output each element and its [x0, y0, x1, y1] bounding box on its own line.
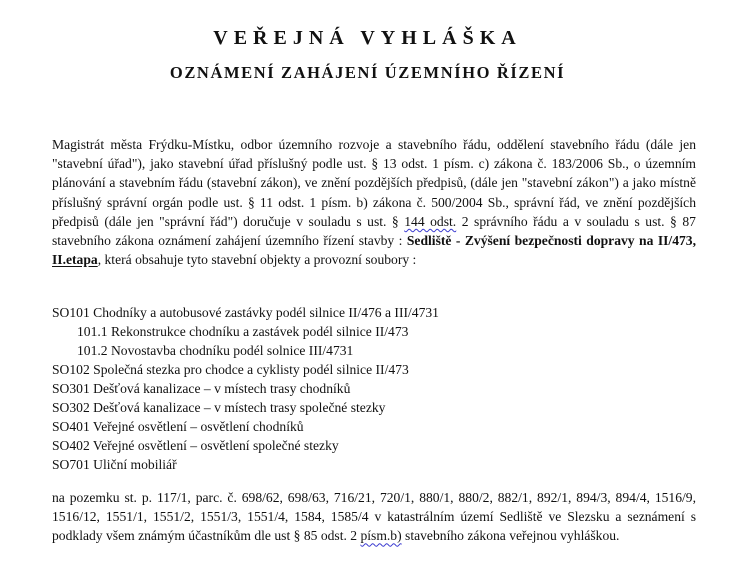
intro-text-2: 2 správního řádu a v souladu s ust. § 87 stavebního zákona oznámení zahájení územního řízení stavby : — [52, 213, 696, 249]
closing-text-1: na pozemku st. p. 117/1, parc. č. 698/62, 698/63, 716/21, 720/1, 880/1, 880/2, 882/1, 892/1, 894/3, 894/4, 1516/9, 1516/12, 1551/1, 1551/2, 1551/3, 1551/4, 1584, 1585/4 v katastrálním území Sedliště ve Slezsku a seznámení s podklady všem známým účastníkům dle ust § 85 odst. 2 — [52, 490, 696, 544]
intro-paragraph — [52, 135, 696, 269]
project-stage: II.etapa — [52, 252, 98, 268]
list-item: SO102 Společná stezka pro chodce a cyklisty podél silnice II/473 — [52, 362, 409, 377]
list-item: SO101 Chodníky a autobusové zastávky podél silnice II/476 a III/4731 — [52, 305, 439, 320]
intro-reference: 144 odst. — [404, 213, 457, 229]
list-item: SO401 Veřejné osvětlení – osvětlení chodníků — [52, 419, 304, 434]
document-subtitle: OZNÁMENÍ ZAHÁJENÍ ÚZEMNÍHO ŘÍZENÍ — [169, 63, 566, 82]
list-item: 101.1 Rekonstrukce chodníku a zastávek podél silnice II/473 — [77, 324, 409, 339]
list-item: SO402 Veřejné osvětlení – osvětlení společné stezky — [52, 438, 339, 453]
building-objects-list — [52, 303, 712, 474]
list-item: 101.2 Novostavba chodníku podél solnice III/4731 — [77, 343, 354, 358]
list-item: SO701 Uliční mobiliář — [52, 457, 177, 472]
list-item: SO302 Dešťová kanalizace – v místech trasy společné stezky — [52, 400, 386, 415]
closing-reference: písm.b) — [360, 528, 402, 544]
project-name: Sedliště - Zvýšení bezpečnosti dopravy na II/473, — [406, 233, 696, 249]
intro-text-1: Magistrát města Frýdku-Místku, odbor územního rozvoje a stavebního řádu, oddělení stavebního řádu (dále jen "stavební úřad"), jako stavební úřad příslušný podle ust. § 13 odst. 1 písm. c) zákona č. 183/2006 Sb., o územním plánování a stavebním řádu (stavební zákon), ve znění pozdějších předpisů, (dále jen "stavební zákon") a jako místně příslušný správní orgán podle ust. § 11 odst. 1 písm. b) zákona č. 500/2004 Sb., správní řád, ve znění pozdějších předpisů (dále jen "správní řád") doručuje v souladu s ust. § — [52, 137, 696, 229]
intro-text-3: , která obsahuje tyto stavební objekty a provozní soubory : — [97, 252, 417, 268]
list-item: SO301 Dešťová kanalizace – v místech trasy chodníků — [52, 381, 351, 396]
document-title: VEŘEJNÁ VYHLÁŠKA — [213, 27, 522, 49]
closing-text-2: stavebního zákona veřejnou vyhláškou. — [401, 528, 620, 544]
closing-paragraph — [52, 488, 696, 546]
